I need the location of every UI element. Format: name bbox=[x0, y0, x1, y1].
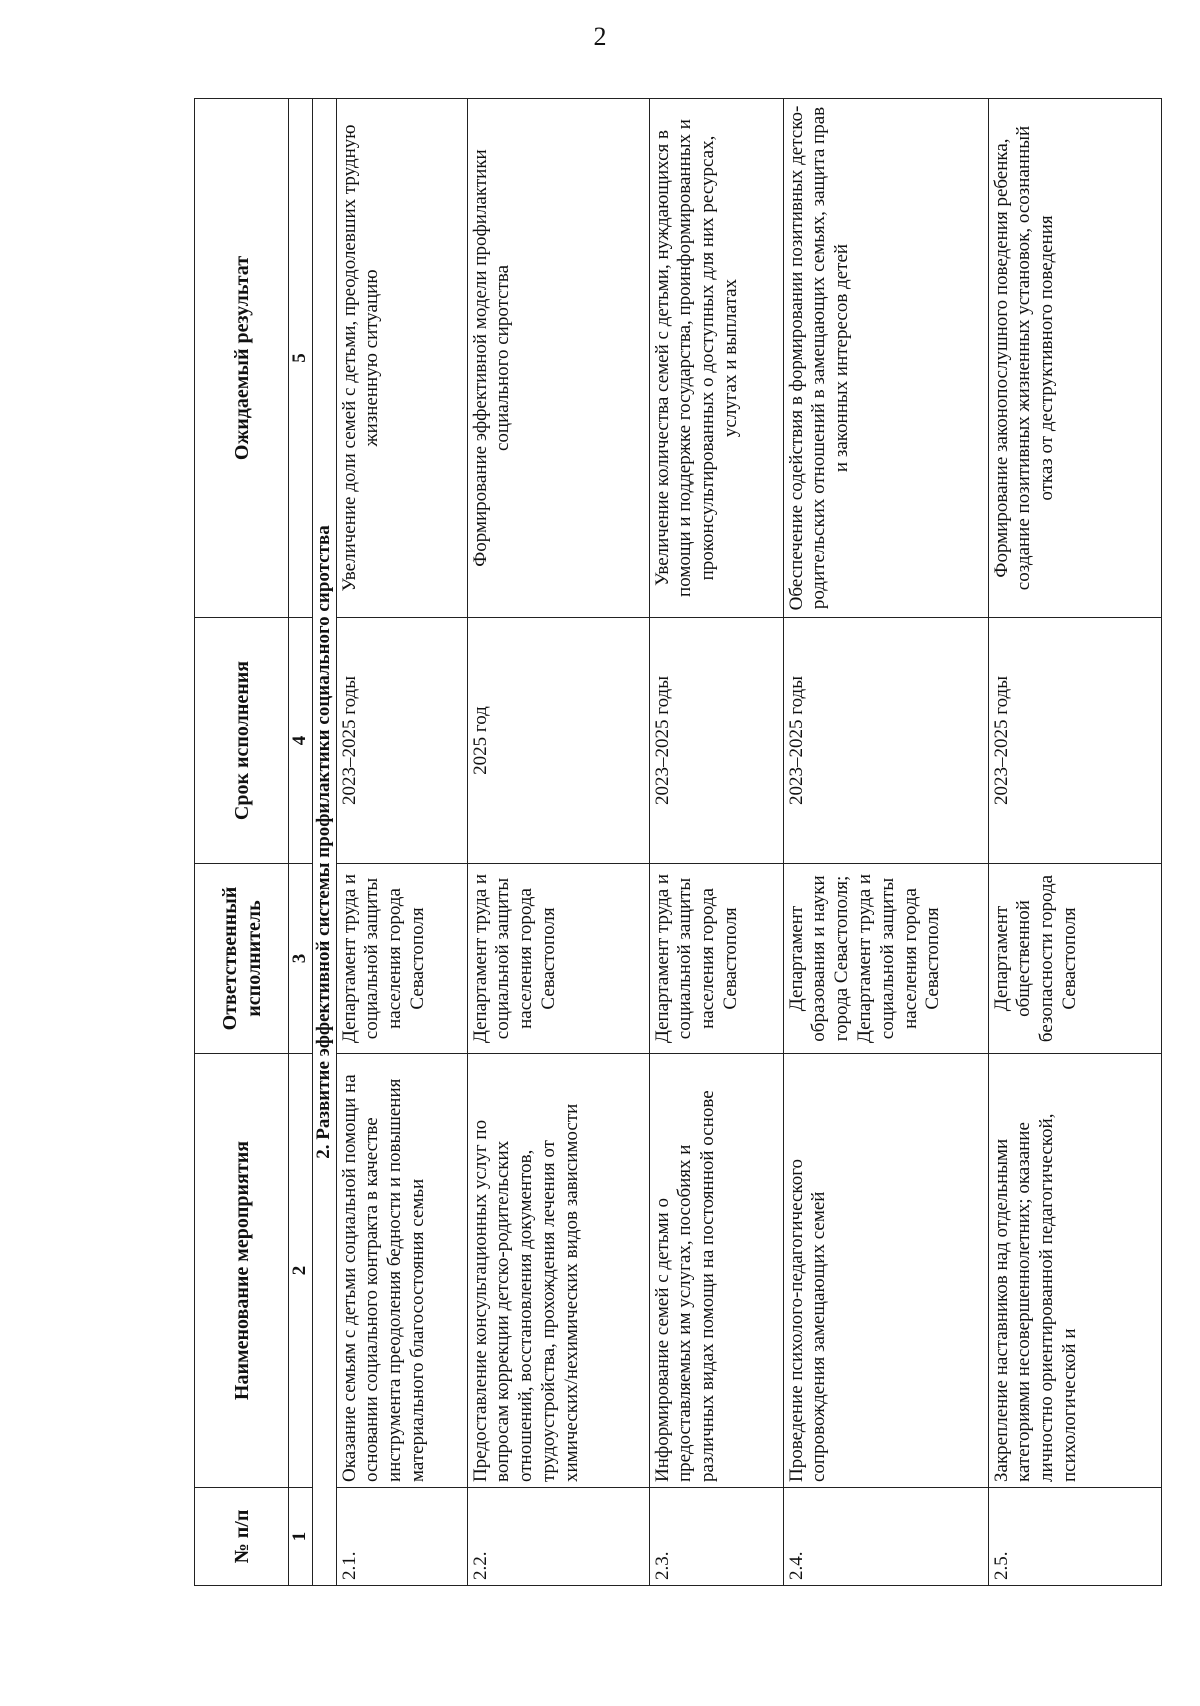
row-deadline: 2023–2025 годы bbox=[988, 618, 1161, 864]
header-number: № п/п bbox=[195, 1488, 289, 1586]
section-title: 2. Развитие эффективной системы профилактики социального сиротства bbox=[312, 99, 336, 1586]
rotated-table-container bbox=[194, 99, 1162, 1586]
row-result: Формирование эффективной модели профилактики социального сиротства bbox=[467, 99, 649, 618]
row-number: 2.1. bbox=[336, 1488, 467, 1586]
column-number-row bbox=[289, 99, 313, 1586]
header-deadline: Срок исполнения bbox=[195, 618, 289, 864]
row-result: Обеспечение содействия в формировании позитивных детско-родительских отношений в замещающих семьях, защита прав и законных интересов детей bbox=[783, 99, 988, 618]
row-executor: Департамент труда и социальной защиты населения города Севастополя bbox=[467, 864, 649, 1054]
header-executor: Ответственный исполнитель bbox=[195, 864, 289, 1054]
header-result: Ожидаемый результат bbox=[195, 99, 289, 618]
table-row bbox=[783, 99, 988, 1586]
table-header-row bbox=[195, 99, 289, 1586]
row-number: 2.3. bbox=[649, 1488, 783, 1586]
row-number: 2.5. bbox=[988, 1488, 1161, 1586]
section-row bbox=[312, 99, 336, 1586]
row-deadline: 2023–2025 годы bbox=[783, 618, 988, 864]
row-executor: Департамент общественной безопасности города Севастополя bbox=[988, 864, 1161, 1054]
row-number: 2.4. bbox=[783, 1488, 988, 1586]
row-executor: Департамент труда и социальной защиты населения города Севастополя bbox=[649, 864, 783, 1054]
row-executor: Департамент образования и науки города Севастополя; Департамент труда и социальной защиты населения города Севастополя bbox=[783, 864, 988, 1054]
row-event: Информирование семей с детьми о предоставляемых им услугах, пособиях и различных видах помощи на постоянной основе bbox=[649, 1054, 783, 1488]
row-deadline: 2025 год bbox=[467, 618, 649, 864]
row-result: Формирование законопослушного поведения ребенка, создание позитивных жизненных установок, осознанный отказ от деструктивного поведения bbox=[988, 99, 1161, 618]
row-deadline: 2023–2025 годы bbox=[336, 618, 467, 864]
measures-table bbox=[194, 98, 1162, 1586]
row-event: Оказание семьям с детьми социальной помощи на основании социального контракта в качестве инструмента преодоления бедности и повышения материального благосостояния семьи bbox=[336, 1054, 467, 1488]
row-result: Увеличение доли семей с детьми, преодолевших трудную жизненную ситуацию bbox=[336, 99, 467, 618]
table-row bbox=[336, 99, 467, 1586]
row-event: Проведение психолого-педагогического сопровождения замещающих семей bbox=[783, 1054, 988, 1488]
row-deadline: 2023–2025 годы bbox=[649, 618, 783, 864]
row-result: Увеличение количества семей с детьми, нуждающихся в помощи и поддержке государства, проинформированных и проконсультированных о доступных для них ресурсах, услугах и выплатах bbox=[649, 99, 783, 618]
table-row bbox=[467, 99, 649, 1586]
row-executor: Департамент труда и социальной защиты населения города Севастополя bbox=[336, 864, 467, 1054]
row-event: Закрепление наставников над отдельными категориями несовершеннолетних; оказание личностно ориентированной педагогической, психологической и bbox=[988, 1054, 1161, 1488]
column-number: 5 bbox=[289, 99, 313, 618]
column-number: 2 bbox=[289, 1054, 313, 1488]
column-number: 4 bbox=[289, 618, 313, 864]
column-number: 1 bbox=[289, 1488, 313, 1586]
row-event: Предоставление консультационных услуг по вопросам коррекции детско-родительских отношений, восстановления документов, трудоустройства, прохождения лечения от химических/нехимических видов зависимости bbox=[467, 1054, 649, 1488]
row-number: 2.2. bbox=[467, 1488, 649, 1586]
header-event: Наименование мероприятия bbox=[195, 1054, 289, 1488]
table-row bbox=[988, 99, 1161, 1586]
column-number: 3 bbox=[289, 864, 313, 1054]
table-row bbox=[649, 99, 783, 1586]
page-number: 2 bbox=[593, 22, 607, 51]
